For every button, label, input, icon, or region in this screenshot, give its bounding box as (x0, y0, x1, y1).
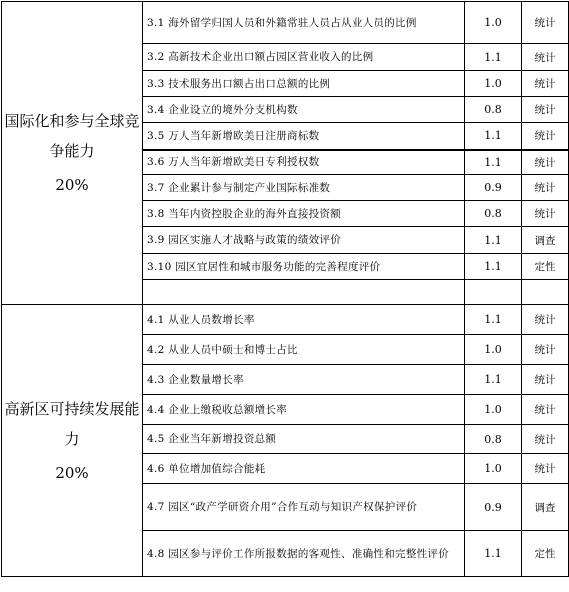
coefficient-cell: 1.1 (465, 531, 522, 577)
coefficient-cell: 0.9 (465, 484, 522, 531)
method-cell: 统计 (522, 365, 569, 395)
indicator-cell: 3.8 当年内资控股企业的海外直接投资额 (143, 201, 465, 227)
method-cell: 统计 (522, 2, 569, 44)
indicator-cell: 3.1 海外留学归国人员和外籍常驻人员占从业人员的比例 (143, 2, 465, 44)
coefficient-cell: 1.1 (465, 150, 522, 175)
coefficient-cell: 1.1 (465, 305, 522, 335)
indicator-cell: 3.6 万人当年新增欧美日专利授权数 (143, 150, 465, 175)
method-cell: 统计 (522, 305, 569, 335)
coefficient-cell: 1.0 (465, 395, 522, 425)
empty-cell (522, 280, 569, 305)
coefficient-cell: 1.1 (465, 254, 522, 280)
method-cell: 统计 (522, 150, 569, 175)
indicator-cell: 4.3 企业数量增长率 (143, 365, 465, 395)
method-cell: 统计 (522, 454, 569, 484)
coefficient-cell: 1.0 (465, 454, 522, 484)
coefficient-cell: 1.1 (465, 227, 522, 254)
category-cell-internationalization (2, 2, 143, 305)
category-weight: 20% (55, 463, 89, 482)
coefficient-cell: 0.8 (465, 97, 522, 123)
indicator-cell: 4.5 企业当年新增投资总额 (143, 425, 465, 454)
category-name: 高新区可持续发展能力 (4, 399, 140, 448)
method-cell: 调查 (522, 484, 569, 531)
method-cell: 统计 (522, 175, 569, 201)
indicator-cell: 3.10 园区宜居性和城市服务功能的完善程度评价 (143, 254, 465, 280)
method-cell: 统计 (522, 425, 569, 454)
coefficient-cell: 1.0 (465, 71, 522, 97)
method-cell: 定性 (522, 531, 569, 577)
method-cell: 统计 (522, 97, 569, 123)
table-row (2, 2, 569, 44)
indicator-cell: 4.1 从业人员数增长率 (143, 305, 465, 335)
coefficient-cell: 0.9 (465, 175, 522, 201)
indicator-cell: 4.4 企业上缴税收总额增长率 (143, 395, 465, 425)
coefficient-cell: 1.1 (465, 365, 522, 395)
method-cell: 统计 (522, 44, 569, 71)
method-cell: 调查 (522, 227, 569, 254)
indicator-cell: 4.7 园区“政产学研资介用”合作互动与知识产权保护评价 (143, 484, 465, 531)
table-row (2, 305, 569, 335)
coefficient-cell: 0.8 (465, 425, 522, 454)
indicator-cell: 3.3 技术服务出口额占出口总额的比例 (143, 71, 465, 97)
coefficient-cell: 1.0 (465, 335, 522, 365)
category-cell-sustainability (2, 305, 143, 577)
method-cell: 统计 (522, 201, 569, 227)
category-name: 国际化和参与全球竞争能力 (4, 112, 140, 160)
indicator-cell: 4.8 园区参与评价工作所报数据的客观性、准确性和完整性评价 (143, 531, 465, 577)
coefficient-cell: 1.1 (465, 123, 522, 150)
empty-cell (465, 280, 522, 305)
coefficient-cell: 1.1 (465, 44, 522, 71)
category-weight: 20% (55, 176, 89, 194)
indicator-cell: 3.7 企业累计参与制定产业国际标准数 (143, 175, 465, 201)
indicator-cell: 3.9 园区实施人才战略与政策的绩效评价 (143, 227, 465, 254)
coefficient-cell: 0.8 (465, 201, 522, 227)
indicator-cell: 3.2 高新技术企业出口额占园区营业收入的比例 (143, 44, 465, 71)
empty-cell (143, 280, 465, 305)
method-cell: 统计 (522, 395, 569, 425)
method-cell: 统计 (522, 123, 569, 150)
method-cell: 定性 (522, 254, 569, 280)
coefficient-cell: 1.0 (465, 2, 522, 44)
indicator-cell: 4.6 单位增加值综合能耗 (143, 454, 465, 484)
method-cell: 统计 (522, 71, 569, 97)
indicator-cell: 3.5 万人当年新增欧美日注册商标数 (143, 123, 465, 150)
indicator-cell: 4.2 从业人员中硕士和博士占比 (143, 335, 465, 365)
method-cell: 统计 (522, 335, 569, 365)
evaluation-table (1, 1, 569, 577)
indicator-cell: 3.4 企业设立的境外分支机构数 (143, 97, 465, 123)
